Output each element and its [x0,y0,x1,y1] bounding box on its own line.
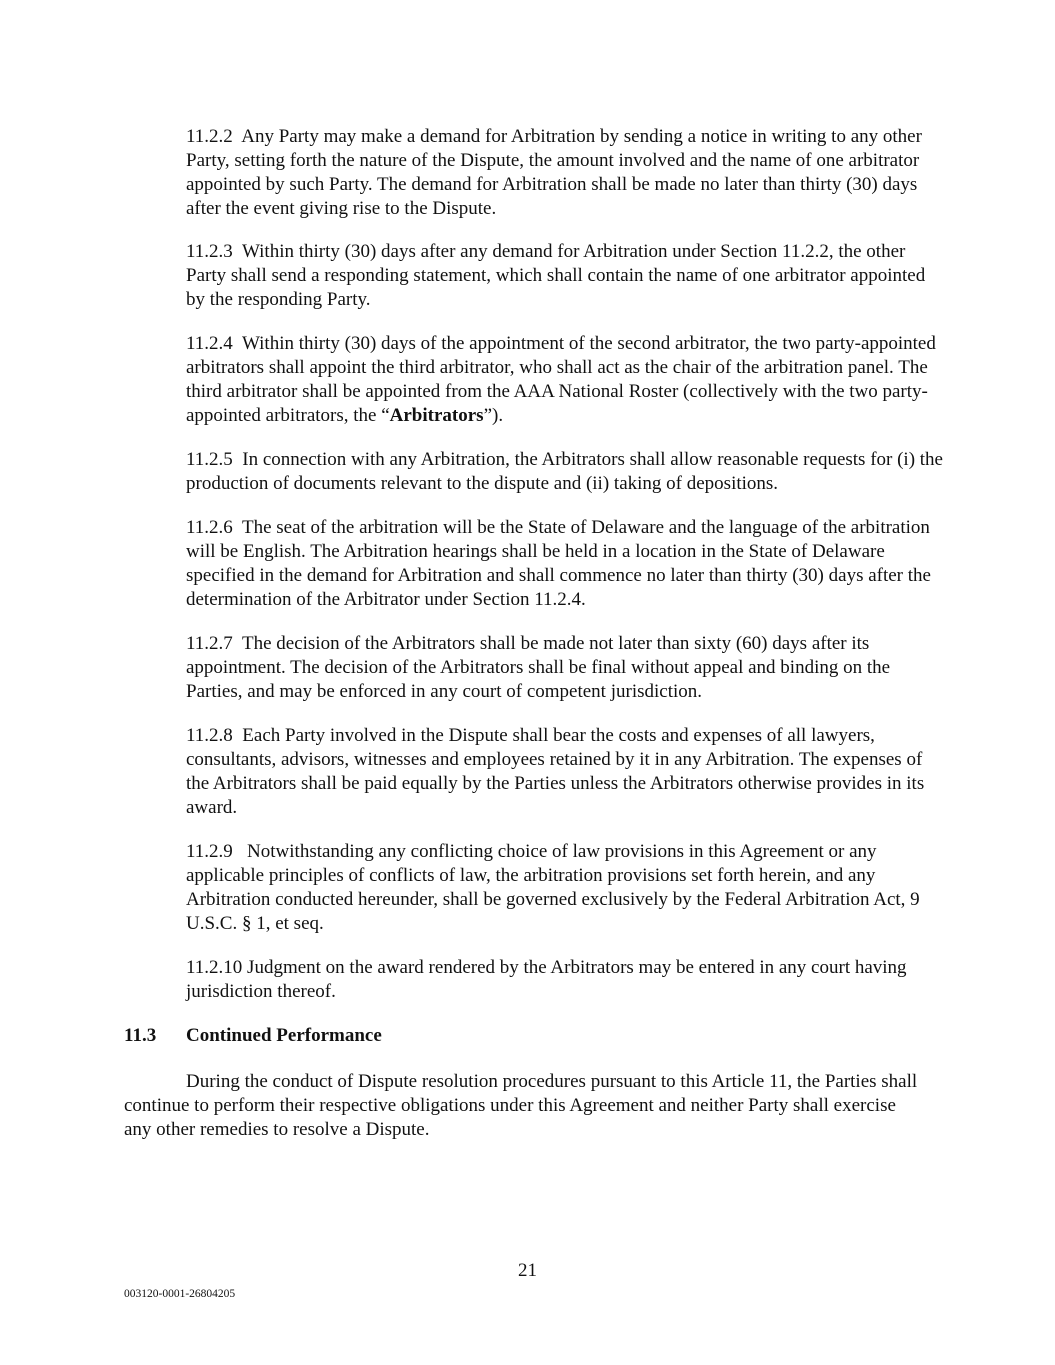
clause-number: 11.2.6 [186,517,233,538]
clause-text: Any Party may make a demand for Arbitration by sending a notice in writing to any other Party, setting forth the nature of the Dispute, the amount involved and the name of one arbitrator appointed by such Party. The demand for Arbitration shall be made no later than thirty (30) days after the event giving rise to the Dispute. [186,126,922,219]
clause-number: 11.2.8 [186,725,233,746]
document-id: 003120-0001-26804205 [124,1288,236,1300]
page-number: 21 [518,1260,537,1281]
clause-text: The seat of the arbitration will be the State of Delaware and the language of the arbitration will be English. The Arbitration hearings shall be held in a location in the State of Delaware specified in the demand for Arbitration and shall commence no later than thirty (30) days after the determination of the Arbitrator under Section 11.2.4. [186,517,931,610]
section-number: 11.3 [124,1025,157,1046]
clause-11-2-7 [186,632,946,704]
clause-number: 11.2.3 [186,241,233,262]
section-body: During the conduct of Dispute resolution procedures pursuant to this Article 11, the Parties shall continue to perform their respective obligations under this Agreement and neither Party shall exercise any other remedies to resolve a Dispute. [124,1071,918,1140]
clause-text: Judgment on the award rendered by the Arbitrators may be entered in any court having jurisdiction thereof. [186,957,907,1002]
clause-text: Within thirty (30) days after any demand for Arbitration under Section 11.2.2, the other Party shall send a responding statement, which shall contain the name of one arbitrator appointed by the responding Party. [186,241,926,310]
clause-number: 11.2.9 [186,841,233,862]
clause-text: Each Party involved in the Dispute shall bear the costs and expenses of all lawyers, consultants, advisors, witnesses and employees retained by it in any Arbitration. The expenses of the Arbitrators shall be paid equally by the Parties unless the Arbitrators otherwise provides in its award. [186,725,925,818]
clause-text: Notwithstanding any conflicting choice of law provisions in this Agreement or any applicable principles of conflicts of law, the arbitration provisions set forth herein, and any Arbitration conducted hereunder, shall be governed exclusively by the Federal Arbitration Act, 9 U.S.C. § 1, et seq. [186,841,920,934]
clause-11-2-8 [186,724,946,820]
clause-number: 11.2.4 [186,333,233,354]
clause-11-2-6 [186,516,946,612]
clause-text: In connection with any Arbitration, the Arbitrators shall allow reasonable requests for (i) the production of documents relevant to the dispute and (ii) taking of depositions. [186,449,943,494]
clause-11-2-10 [186,956,946,1004]
clause-11-2-5 [186,448,946,496]
clause-text: The decision of the Arbitrators shall be made not later than sixty (60) days after its appointment. The decision of the Arbitrators shall be final without appeal and binding on the Parties, and may be enforced in any court of competent jurisdiction. [186,633,891,702]
clause-number: 11.2.5 [186,449,233,470]
clause-number: 11.2.2 [186,126,233,147]
defined-term: Arbitrators [389,405,484,426]
clause-11-2-2 [186,125,946,221]
clause-text-after: ”). [483,405,504,426]
section-heading [124,1024,382,1048]
clause-text-before: Within thirty (30) days of the appointment of the second arbitrator, the two party-appointed arbitrators shall appoint the third arbitrator, who shall act as the chair of the arbitration panel. The third arbitrator shall be appointed from the AAA National Roster (collectively with the two party-appointed arbitrators, the “ [186,333,936,426]
clause-11-2-4 [186,332,946,428]
section-title: Continued Performance [186,1025,382,1046]
clause-11-2-9 [186,840,946,936]
clause-number: 11.2.7 [186,633,233,654]
clause-number: 11.2.10 [186,957,243,978]
clause-11-2-3 [186,240,946,312]
